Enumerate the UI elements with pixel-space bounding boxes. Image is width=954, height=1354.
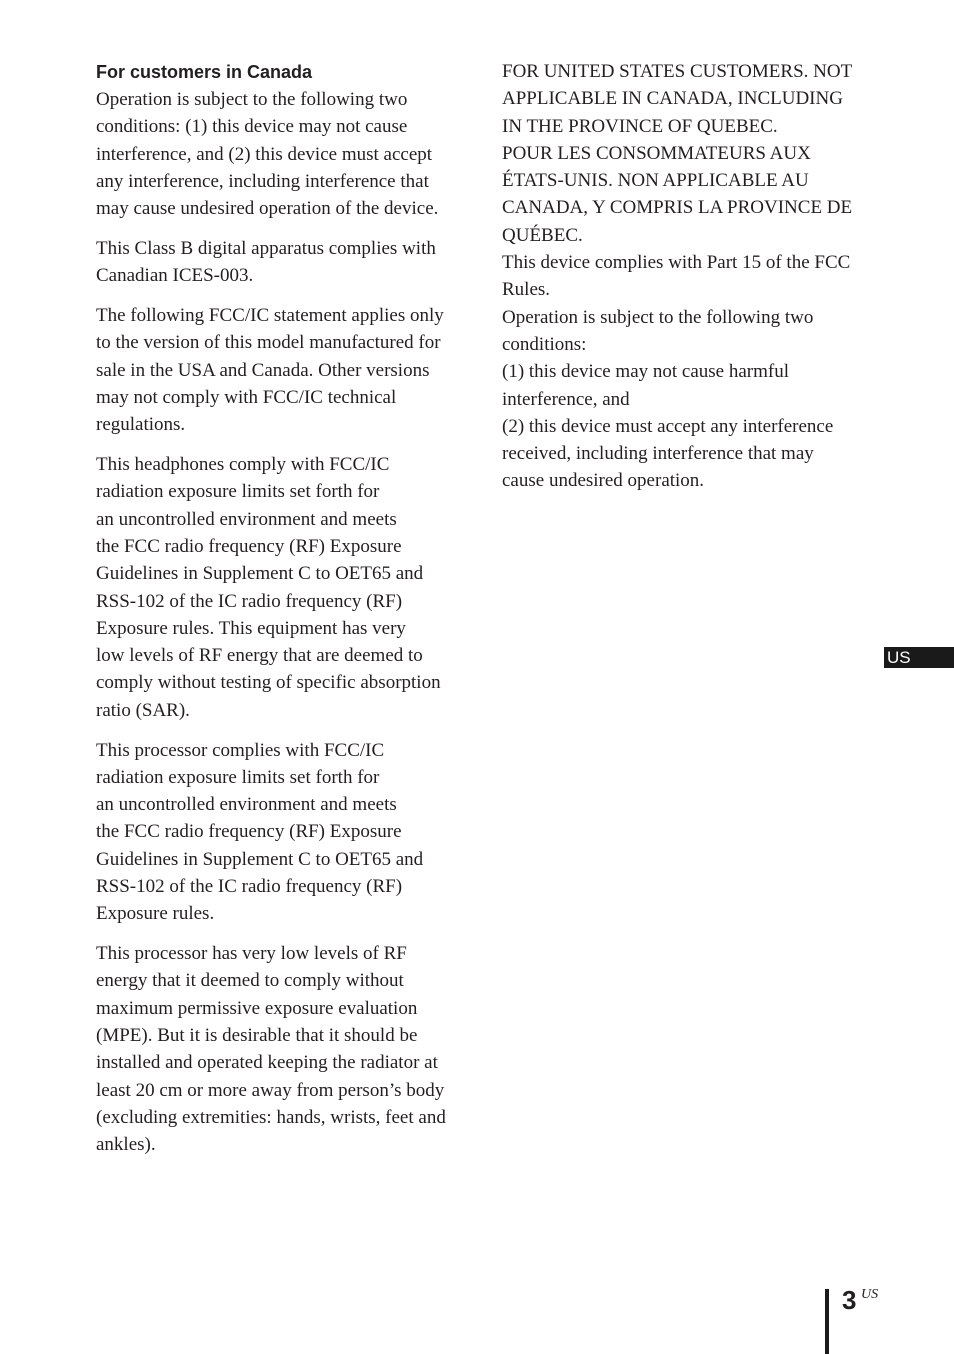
left-column [96,58,476,1171]
paragraph-condition-2: (2) this device must accept any interference received, including interference that may cause undesired operation. [502,415,834,492]
paragraph-condition-1: (1) this device may not cause harmful interference, and [502,361,790,410]
paragraph-ices-003: This Class B digital apparatus complies with Canadian ICES-003. [96,237,436,287]
paragraph-canada-conditions: Operation is subject to the following two conditions: (1) this device may not cause interference, and (2) this device must accept any interference, including interference that may cause undesired operation of the device. [96,89,439,220]
right-column [502,58,882,495]
page-number: 3 [842,1285,857,1315]
paragraph-headphones-exposure: This headphones comply with FCC/IC radiation exposure limits set forth for an uncontrolled environment and meets the FCC radio frequency (RF) Exposure Guidelines in Supplement C to OET65 and RSS-102 of the IC radio frequency (RF) Exposure rules. This equipment has very low levels of RF energy that are deemed to comply without testing of specific absorption ratio (SAR). [96,454,441,721]
language-tab: US [884,647,954,668]
paragraph-processor-mpe: This processor has very low levels of RF energy that it deemed to comply without maximum permissive exposure evaluation (MPE). But it is desirable that it should be installed and operated keeping the radiator at least 20 cm or more away from person’s body (excluding extremities: hands, wrists, feet and ankles). [96,943,446,1156]
paragraph-fcc-part-15: This device complies with Part 15 of the FCC Rules. [502,252,851,301]
paragraph-operation-conditions: Operation is subject to the following two conditions: [502,306,814,355]
paragraph-us-customers-french: POUR LES CONSOMMATEURS AUX ÉTATS-UNIS. NON APPLICABLE AU CANADA, Y COMPRIS LA PROVINCE DE QUÉBEC. [502,142,853,246]
page-number-suffix: US [861,1287,879,1302]
page-number-divider [825,1289,829,1354]
section-heading-canada: For customers in Canada [96,62,313,82]
paragraph-us-customers: FOR UNITED STATES CUSTOMERS. NOT APPLICABLE IN CANADA, INCLUDING IN THE PROVINCE OF QUEBEC. [502,61,853,137]
paragraph-fcc-ic-statement: The following FCC/IC statement applies only to the version of this model manufactured for sale in the USA and Canada. Other versions may not comply with FCC/IC technical regulations. [96,305,444,436]
paragraph-processor-exposure: This processor complies with FCC/IC radiation exposure limits set forth for an uncontrolled environment and meets the FCC radio frequency (RF) Exposure Guidelines in Supplement C to OET65 and RSS-102 of the IC radio frequency (RF) Exposure rules. [96,739,424,925]
